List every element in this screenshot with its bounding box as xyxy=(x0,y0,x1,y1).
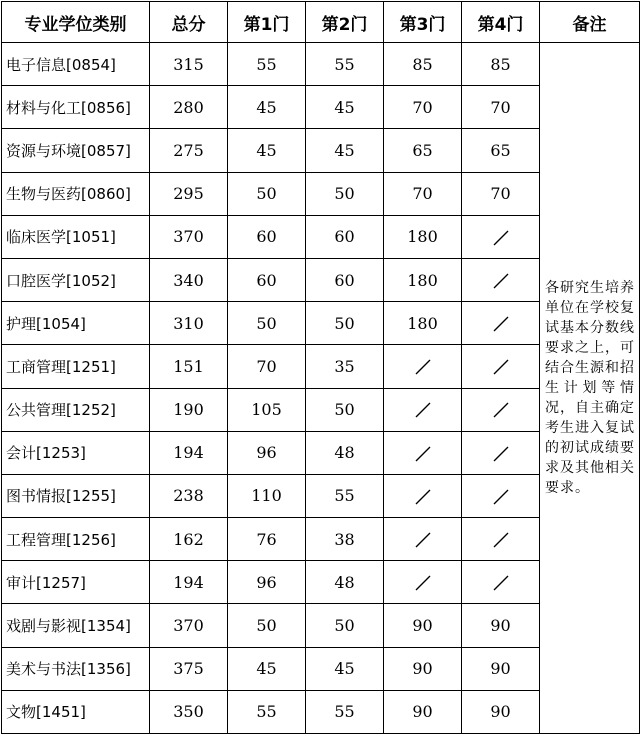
header-remark: 备注 xyxy=(540,2,640,43)
slash-icon xyxy=(414,358,432,376)
subject-score-cell: 45 xyxy=(228,129,306,172)
total-score-cell: 340 xyxy=(150,258,228,301)
header-subject2: 第2门 xyxy=(306,2,384,43)
header-subject3: 第3门 xyxy=(384,2,462,43)
subject-score-cell: 96 xyxy=(228,561,306,604)
subject-score-cell: 60 xyxy=(306,258,384,301)
not-applicable-cell xyxy=(462,518,540,561)
subject-score-cell: 50 xyxy=(306,604,384,647)
total-score-cell: 275 xyxy=(150,129,228,172)
subject-score-cell: 48 xyxy=(306,431,384,474)
subject-score-cell: 85 xyxy=(462,43,540,86)
subject-score-cell: 55 xyxy=(228,690,306,733)
not-applicable-cell xyxy=(462,474,540,517)
total-score-cell: 295 xyxy=(150,172,228,215)
slash-icon xyxy=(492,488,510,506)
slash-icon xyxy=(492,315,510,333)
subject-score-cell: 55 xyxy=(228,43,306,86)
subject-score-cell: 70 xyxy=(384,86,462,129)
not-applicable-cell xyxy=(462,302,540,345)
total-score-cell: 190 xyxy=(150,388,228,431)
slash-icon xyxy=(414,401,432,419)
header-subject4: 第4门 xyxy=(462,2,540,43)
subject-score-cell: 45 xyxy=(306,647,384,690)
subject-score-cell: 50 xyxy=(306,302,384,345)
not-applicable-cell xyxy=(384,345,462,388)
subject-score-cell: 38 xyxy=(306,518,384,561)
subject-score-cell: 90 xyxy=(462,647,540,690)
subject-score-cell: 55 xyxy=(306,43,384,86)
category-cell: 图书情报[1255] xyxy=(2,474,150,517)
not-applicable-cell xyxy=(384,388,462,431)
category-cell: 美术与书法[1356] xyxy=(2,647,150,690)
subject-score-cell: 45 xyxy=(228,86,306,129)
total-score-cell: 194 xyxy=(150,561,228,604)
subject-score-cell: 90 xyxy=(384,647,462,690)
subject-score-cell: 70 xyxy=(462,86,540,129)
category-cell: 材料与化工[0856] xyxy=(2,86,150,129)
total-score-cell: 370 xyxy=(150,215,228,258)
slash-icon xyxy=(414,445,432,463)
total-score-cell: 162 xyxy=(150,518,228,561)
slash-icon xyxy=(492,358,510,376)
not-applicable-cell xyxy=(462,561,540,604)
subject-score-cell: 60 xyxy=(228,215,306,258)
subject-score-cell: 55 xyxy=(306,690,384,733)
not-applicable-cell xyxy=(384,561,462,604)
not-applicable-cell xyxy=(384,518,462,561)
header-total: 总分 xyxy=(150,2,228,43)
total-score-cell: 151 xyxy=(150,345,228,388)
subject-score-cell: 70 xyxy=(384,172,462,215)
subject-score-cell: 110 xyxy=(228,474,306,517)
total-score-cell: 310 xyxy=(150,302,228,345)
subject-score-cell: 50 xyxy=(228,302,306,345)
subject-score-cell: 45 xyxy=(306,86,384,129)
subject-score-cell: 90 xyxy=(384,690,462,733)
subject-score-cell: 65 xyxy=(384,129,462,172)
slash-icon xyxy=(492,401,510,419)
total-score-cell: 194 xyxy=(150,431,228,474)
subject-score-cell: 60 xyxy=(228,258,306,301)
not-applicable-cell xyxy=(384,431,462,474)
slash-icon xyxy=(414,531,432,549)
table-row xyxy=(2,43,640,86)
slash-icon xyxy=(492,272,510,290)
subject-score-cell: 45 xyxy=(306,129,384,172)
subject-score-cell: 50 xyxy=(306,388,384,431)
subject-score-cell: 48 xyxy=(306,561,384,604)
subject-score-cell: 70 xyxy=(462,172,540,215)
slash-icon xyxy=(414,488,432,506)
subject-score-cell: 55 xyxy=(306,474,384,517)
remark-cell: 各研究生培养单位在学校复试基本分数线要求之上，可结合生源和招生计划等情况，自主确定考生进入复试的初试成绩要求及其他相关要求。 xyxy=(540,43,640,734)
category-cell: 工商管理[1251] xyxy=(2,345,150,388)
total-score-cell: 315 xyxy=(150,43,228,86)
slash-icon xyxy=(492,574,510,592)
category-cell: 口腔医学[1052] xyxy=(2,258,150,301)
subject-score-cell: 180 xyxy=(384,258,462,301)
header-row xyxy=(2,2,640,43)
subject-score-cell: 35 xyxy=(306,345,384,388)
subject-score-cell: 70 xyxy=(228,345,306,388)
subject-score-cell: 90 xyxy=(462,604,540,647)
total-score-cell: 350 xyxy=(150,690,228,733)
subject-score-cell: 50 xyxy=(228,172,306,215)
not-applicable-cell xyxy=(384,474,462,517)
category-cell: 戏剧与影视[1354] xyxy=(2,604,150,647)
header-subject1: 第1门 xyxy=(228,2,306,43)
subject-score-cell: 90 xyxy=(384,604,462,647)
category-cell: 工程管理[1256] xyxy=(2,518,150,561)
subject-score-cell: 60 xyxy=(306,215,384,258)
not-applicable-cell xyxy=(462,258,540,301)
subject-score-cell: 180 xyxy=(384,302,462,345)
category-cell: 会计[1253] xyxy=(2,431,150,474)
not-applicable-cell xyxy=(462,215,540,258)
subject-score-cell: 96 xyxy=(228,431,306,474)
total-score-cell: 238 xyxy=(150,474,228,517)
subject-score-cell: 90 xyxy=(462,690,540,733)
slash-icon xyxy=(492,531,510,549)
table-body xyxy=(2,43,640,734)
total-score-cell: 375 xyxy=(150,647,228,690)
category-cell: 护理[1054] xyxy=(2,302,150,345)
subject-score-cell: 45 xyxy=(228,647,306,690)
category-cell: 公共管理[1252] xyxy=(2,388,150,431)
score-table xyxy=(1,1,640,734)
slash-icon xyxy=(492,229,510,247)
category-cell: 文物[1451] xyxy=(2,690,150,733)
category-cell: 资源与环境[0857] xyxy=(2,129,150,172)
slash-icon xyxy=(492,445,510,463)
subject-score-cell: 65 xyxy=(462,129,540,172)
not-applicable-cell xyxy=(462,345,540,388)
header-category: 专业学位类别 xyxy=(2,2,150,43)
not-applicable-cell xyxy=(462,431,540,474)
total-score-cell: 370 xyxy=(150,604,228,647)
subject-score-cell: 85 xyxy=(384,43,462,86)
slash-icon xyxy=(414,574,432,592)
total-score-cell: 280 xyxy=(150,86,228,129)
subject-score-cell: 50 xyxy=(306,172,384,215)
category-cell: 临床医学[1051] xyxy=(2,215,150,258)
subject-score-cell: 76 xyxy=(228,518,306,561)
not-applicable-cell xyxy=(462,388,540,431)
subject-score-cell: 180 xyxy=(384,215,462,258)
subject-score-cell: 50 xyxy=(228,604,306,647)
category-cell: 电子信息[0854] xyxy=(2,43,150,86)
category-cell: 审计[1257] xyxy=(2,561,150,604)
category-cell: 生物与医药[0860] xyxy=(2,172,150,215)
subject-score-cell: 105 xyxy=(228,388,306,431)
